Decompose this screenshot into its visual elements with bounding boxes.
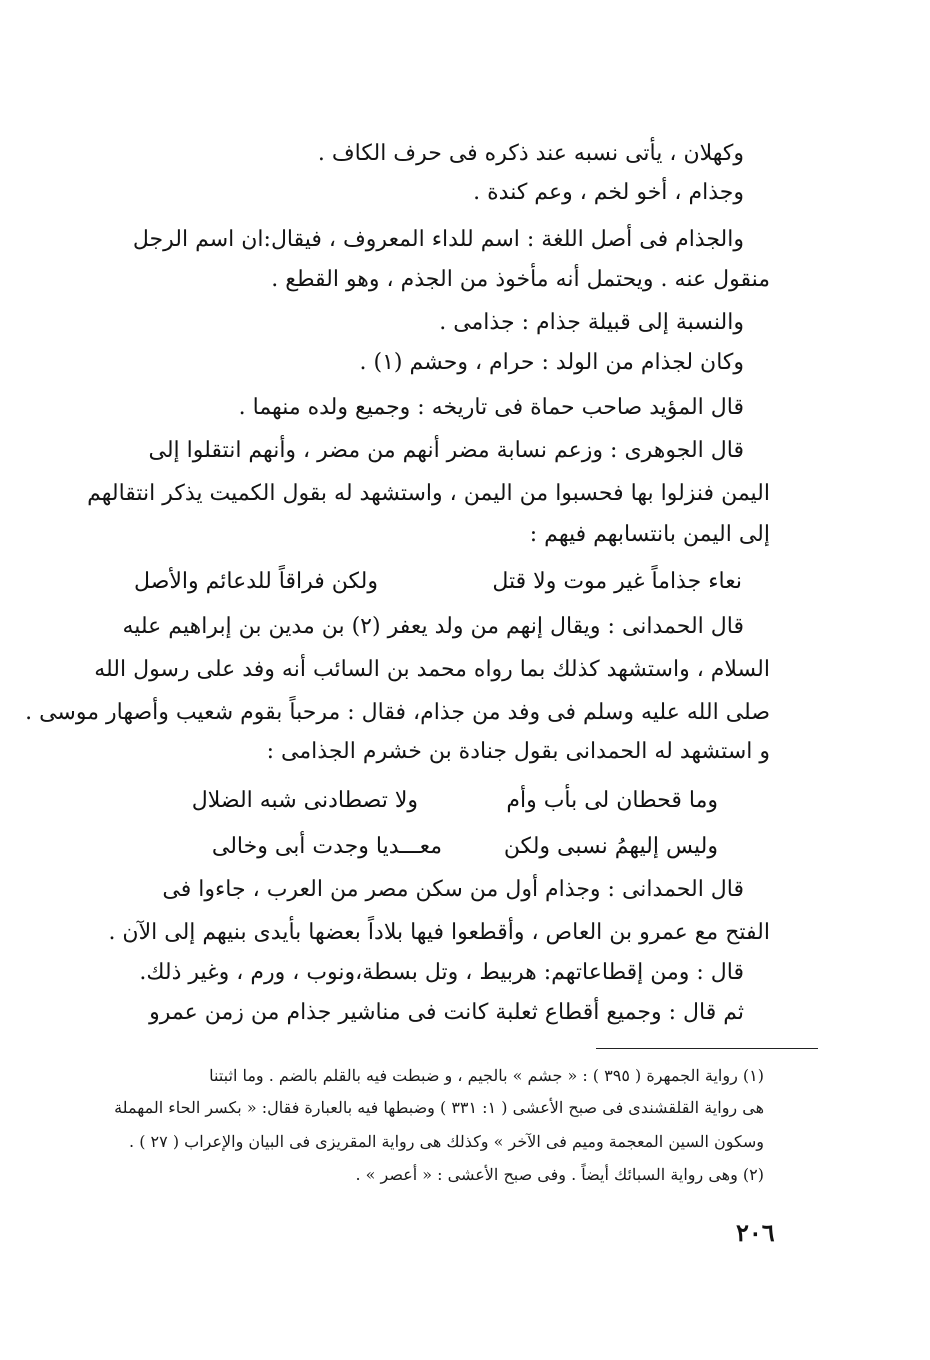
text-line: وجذام ، أخو لخم ، وعم كندة .: [473, 180, 744, 205]
footnote-line: (٢) وهى رواية السبائك أيضاً . وفى صبح الأعشى : « أعصر » .: [355, 1165, 764, 1184]
verse-hemistich-second: معـــديا وجدت أبى وخالى: [211, 834, 442, 859]
text-line: قال الحمدانى : ويقال إنهم من ولد يعفر (٢) بن مدين بن إبراهيم عليه: [122, 614, 744, 639]
text-line: قال المؤيد صاحب حماة فى تاريخه : وجميع ولده منهما .: [238, 395, 744, 420]
text-line: والجذام فى أصل اللغة : اسم للداء المعروف ، فيقال:ان اسم الرجل: [132, 227, 744, 252]
text-line: قال الحمدانى : وجذام أول من سكن مصر من العرب ، جاءوا فى: [162, 877, 744, 902]
text-line: صلى الله عليه وسلم فى وفد من جذام، فقال : مرحباً بقوم شعيب وأصهار موسى .: [25, 700, 770, 725]
verse-hemistich-second: ولا تصطادنى شبه الضلال: [191, 788, 418, 813]
text-line: اليمن فنزلوا بها فحسبوا من اليمن ، واستشهد له بقول الكميت يذكر انتقالهم: [87, 481, 770, 506]
footnote-line: وسكون السين المعجمة وميم فى الآخر » وكذلك هى رواية المقريزى فى البيان والإعراب ( ٢٧ ) .: [129, 1132, 764, 1151]
text-line: منقول عنه . ويحتمل أنه مأخوذ من الجذم ، وهو القطع .: [271, 267, 770, 292]
text-line: و استشهد له الحمدانى بقول جنادة بن خشرم الجذامى :: [266, 739, 770, 764]
text-line: وكهلان ، يأتى نسبه عند ذكره فى حرف الكاف .: [317, 141, 744, 166]
verse-hemistich-first: وليس إليهمُ نسبى ولكن: [503, 834, 718, 859]
text-line: الفتح مع عمرو بن العاص ، وأقطعوا فيها بلاداً بعضها بأيدى بنيهم إلى الآن .: [108, 920, 770, 945]
verse-hemistich-first: وما قحطان لى بأب وأم: [506, 788, 718, 813]
text-line: إلى اليمن بانتسابهم فيهم :: [529, 522, 770, 547]
text-line: وكان لجذام من الولد : حرام ، وحشم (١) .: [359, 350, 744, 375]
text-line: قال الجوهرى : وزعم نسابة مضر أنهم من مضر ، وأنهم انتقلوا إلى: [148, 438, 744, 463]
verse-hemistich-second: ولكن فراقاً للدعائم والأصل: [134, 569, 378, 594]
verse-hemistich-first: نعاء جذاماً غير موت ولا قتل: [492, 569, 742, 594]
text-line: قال : ومن إقطاعاتهم: هربيط ، وتل بسطة،ونوب ، ورم ، وغير ذلك.: [139, 960, 744, 985]
footnote-divider: [596, 1048, 818, 1049]
footnote-line: هى رواية القلقشندى فى صبح الأعشى ( ١: ٣٣١ ) وضبطها فيه بالعبارة فقال: « بكسر الحاء المهملة: [114, 1098, 764, 1117]
text-line: والنسبة إلى قبيلة جذام : جذامى .: [439, 310, 744, 335]
page-number: ٢٠٦: [736, 1218, 775, 1247]
text-line: السلام ، واستشهد كذلك بما رواه محمد بن السائب أنه وفد على رسول الله: [94, 657, 770, 682]
text-line: ثم قال : وجميع أقطاع ثعلبة كانت فى مناشير جذام من زمن عمرو: [149, 1000, 744, 1025]
footnote-line: (١) رواية الجمهرة ( ٣٩٥ ) : « جشم » بالجيم ، و ضبطت فيه بالقلم بالضم . وما اثبتنا: [209, 1066, 764, 1085]
